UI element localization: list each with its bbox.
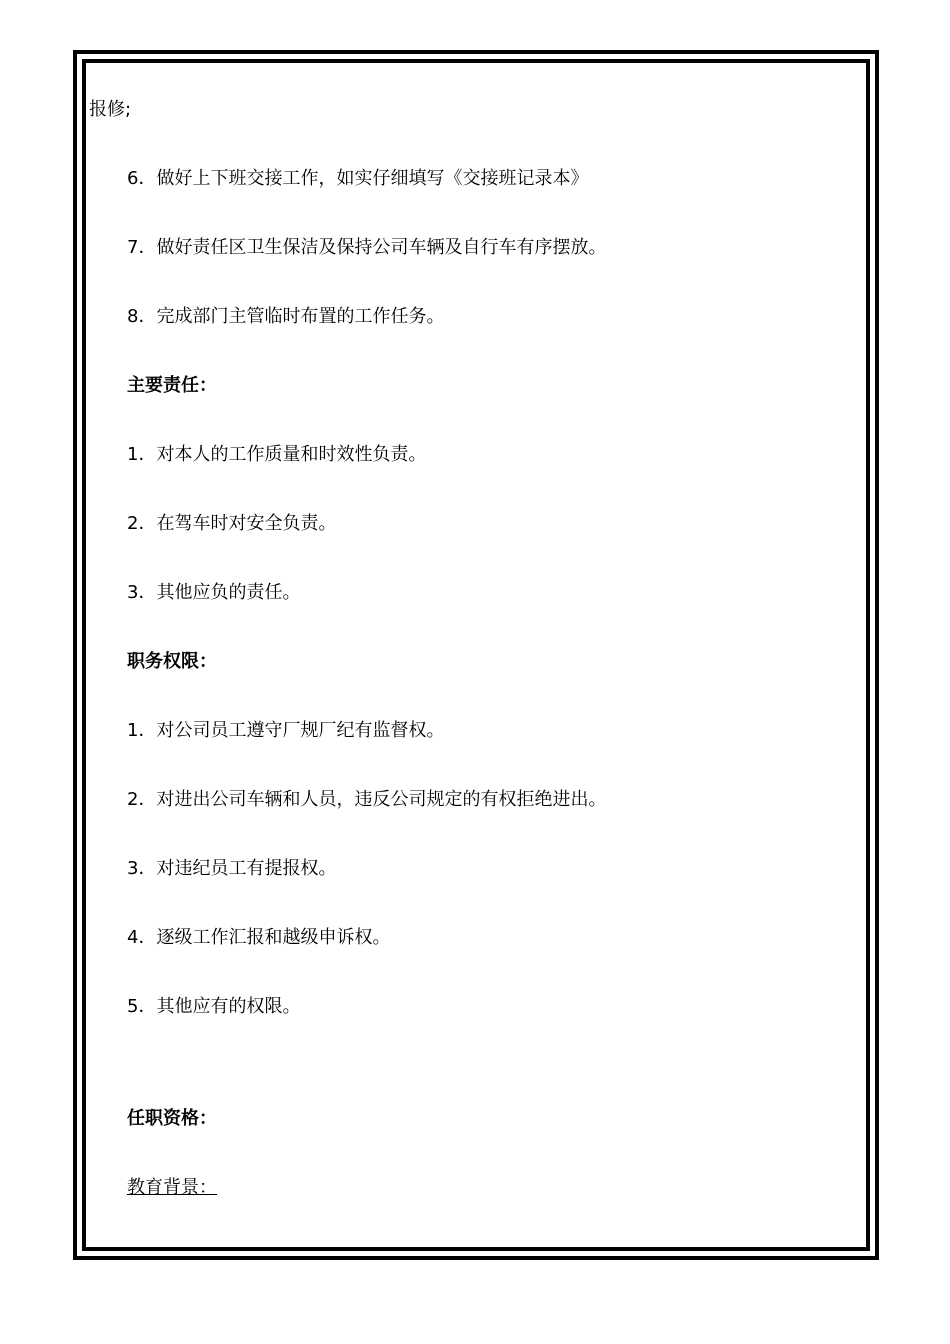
authority-item-2: 2．对进出公司车辆和人员，违反公司规定的有权拒绝进出。 (127, 789, 607, 810)
duty-item-7: 7．做好责任区卫生保洁及保持公司车辆及自行车有序摆放。 (127, 237, 607, 258)
authority-item-4: 4．逐级工作汇报和越级申诉权。 (127, 927, 391, 948)
duty-item-8: 8．完成部门主管临时布置的工作任务。 (127, 306, 445, 327)
education-label: 教育背景： (127, 1177, 217, 1198)
duty-item-6: 6．做好上下班交接工作，如实仔细填写《交接班记录本》 (127, 168, 589, 189)
responsibility-heading: 主要责任： (127, 375, 217, 396)
authority-item-1: 1．对公司员工遵守厂规厂纪有监督权。 (127, 720, 445, 741)
qualification-heading: 任职资格： (127, 1108, 217, 1129)
continuation-text: 报修; (89, 99, 132, 120)
responsibility-item-1: 1．对本人的工作质量和时效性负责。 (127, 444, 427, 465)
authority-item-3: 3．对违纪员工有提报权。 (127, 858, 337, 879)
authority-item-5: 5．其他应有的权限。 (127, 996, 301, 1017)
authority-heading: 职务权限： (127, 651, 217, 672)
responsibility-item-3: 3．其他应负的责任。 (127, 582, 301, 603)
responsibility-item-2: 2．在驾车时对安全负责。 (127, 513, 337, 534)
